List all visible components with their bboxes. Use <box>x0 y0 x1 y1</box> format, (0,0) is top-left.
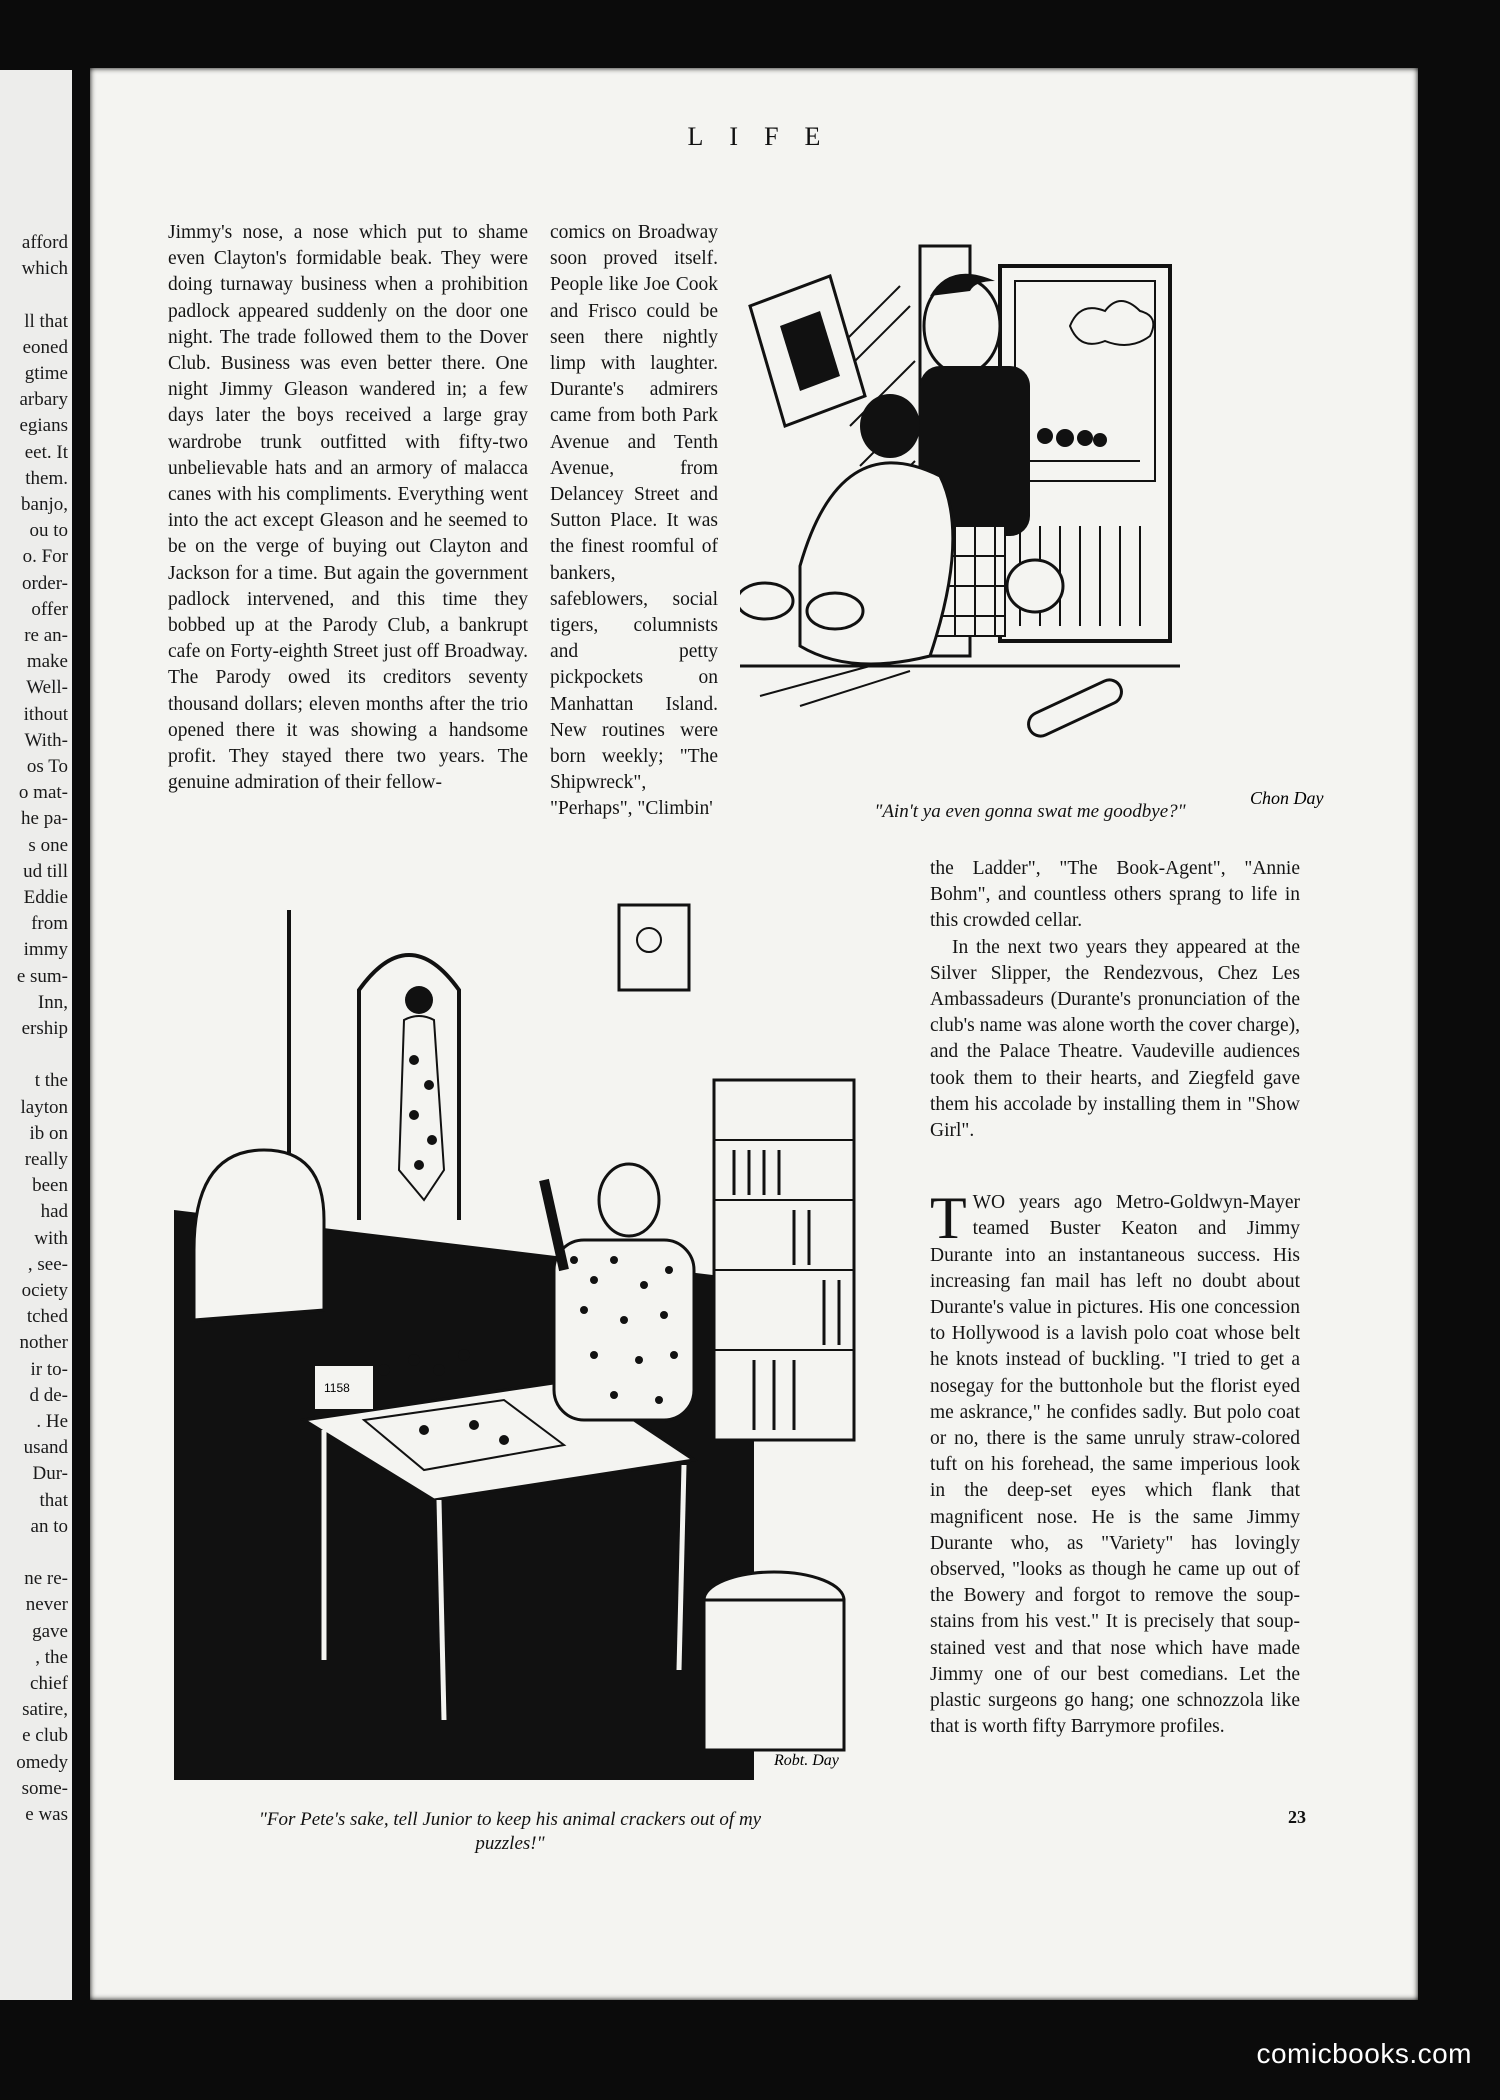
left-page-fragment: ou to <box>29 520 68 542</box>
article-column-1 <box>168 220 528 796</box>
left-page-fragment: , the <box>35 1646 68 1668</box>
left-page-fragment: gave <box>32 1620 68 1642</box>
left-page-fragment: d de- <box>29 1384 68 1406</box>
cartoon-2-caption: "For Pete's sake, tell Junior to keep his animal crackers out of my puzzles!" <box>258 1809 762 1854</box>
column-2-text: comics on Broadway soon proved itself. People like Joe Cook and Frisco could be seen there nightly limp with laughter. Durante's admirers came from both Park Avenue and Tenth Avenue, from Delancey Street and Sutton Place. It was the finest roomful of bankers, safeblowers, social tigers, columnists and petty pickpockets on Manhattan Island. New routines were born weekly; "The Shipwreck", "Perhaps", "Climbin' <box>550 222 718 820</box>
column-1-text: Jimmy's nose, a nose which put to shame even Clayton's formidable beak. They were doing turnaway business when a prohibition padlock appeared suddenly on the door one night. The trade followed them to the Dover Club. Business was even better there. One night Jimmy Gleason wandered in; a few days later the boys received a large gray wardrobe trunk outfitted with fifty-two unbelievable hats and an armory of malacca canes with his compliments. Everything went into the act except Gleason and he seemed to be on the verge of buying out Clayton and Jackson for a time. But again the government padlock intervened, and this time they bobbed up at the Parody Club, a bankrupt cafe on Forty-eighth Street just off Broadway. The Parody owed its creditors seventy thousand dollars; eleven months after the trio opened there it was showing a handsome profit. They stayed there two years. The genuine admiration of their fellow- <box>168 222 528 794</box>
left-page-fragment: chief <box>30 1673 68 1694</box>
left-page-fragment: ud till <box>23 860 68 882</box>
cartoon-puzzle-crackers <box>174 900 884 1780</box>
masthead: LIFE <box>687 122 847 151</box>
left-page-fragment: tched <box>26 1306 68 1328</box>
left-page-fragment: omedy <box>16 1751 68 1773</box>
left-page-fragment: Eddie <box>23 887 68 908</box>
left-page-fragment: that <box>39 1489 68 1511</box>
adjacent-page-edge <box>0 70 72 2000</box>
left-page-fragment: ership <box>21 1018 68 1039</box>
article-column-2 <box>550 220 718 823</box>
column-3-paragraph-3 <box>930 1185 1300 1740</box>
left-page-fragment: he pa- <box>21 808 68 830</box>
cartoon-1-signature: Chon Day <box>1250 788 1324 808</box>
left-page-fragment: Well- <box>26 677 68 699</box>
puzzle-box-label: 1158 <box>324 1381 350 1395</box>
left-page-fragment: some- <box>21 1777 68 1799</box>
left-page-fragment: Dur- <box>32 1463 68 1485</box>
left-page-fragment: arbary <box>19 389 68 411</box>
left-page-fragment: immy <box>23 939 68 961</box>
left-page-fragment: o. For <box>22 546 68 568</box>
left-page-fragment: e club <box>22 1725 68 1747</box>
left-page-fragment: which <box>21 258 68 280</box>
cartoon-2-signature: Robt. Day <box>774 1752 839 1769</box>
cartoon-doorway-goodbye <box>740 226 1330 866</box>
column-3-paragraph-3-text: WO years ago Metro-Goldwyn-Mayer teamed Buster Keaton and Jimmy Durante into an instantaneous success. His increasing fan mail has left no doubt about Durante's value in pictures. His one concession to Hollywood is a lavish polo coat whose belt he knots instead of buckling. "I tried to get a nosegay for the buttonhole but the florist eyed me askrance," he confides sadly. But polo coat or no, there is the same unruly straw-colored tuft on his forehead, the same imperious look in the deep-set eyes which flank that magnificent nose. He is the same Jimmy Durante who, as "Variety" has lovingly observed, "looks as though he came up out of the Bowery and forgot to remove the soup-stains from his vest." It is precisely that soup-stained vest and that nose which have made Jimmy one of our best comedians. Let the plastic surgeons go hang; one schnozzola like that is worth fifty Barrymore profiles. <box>930 1192 1300 1738</box>
left-page-fragment: make <box>26 651 68 673</box>
left-page-fragment: them. <box>25 467 68 489</box>
left-page-fragment: really <box>24 1149 68 1170</box>
left-page-fragment: nother <box>19 1332 68 1354</box>
left-page-fragment: been <box>32 1175 68 1197</box>
left-page-fragment: eet. It <box>24 441 68 463</box>
left-page-fragment: ib on <box>29 1122 68 1144</box>
column-3-paragraph-2: In the next two years they appeared at the Silver Slipper, the Rendezvous, Chez Les Ambassadeurs (Durante's pronunciation of the club's name was alone worth the cover charge), and the Palace Theatre. Vaudeville audiences took them to their hearts, and Ziegfeld gave them his accolade by installing them in "Show Girl". <box>930 936 1300 1142</box>
left-page-fragment: o mat- <box>18 782 68 804</box>
left-page-fragment: . He <box>36 1411 68 1432</box>
left-page-fragment: ociety <box>21 1280 68 1301</box>
left-page-fragment: egians <box>19 415 68 437</box>
left-page-fragment: os To <box>26 756 68 777</box>
site-watermark: comicbooks.com <box>1256 2038 1472 2069</box>
left-page-fragment: eoned <box>22 336 68 358</box>
left-page-fragment: usand <box>23 1437 68 1459</box>
left-page-fragment: from <box>31 913 68 935</box>
left-page-fragment: ll that <box>24 310 68 332</box>
cartoon-1-caption: "Ain't ya even gonna swat me goodbye?" <box>874 801 1186 822</box>
left-page-fragment: gtime <box>24 363 68 384</box>
left-page-fragment: never <box>25 1594 68 1616</box>
page-number: 23 <box>1288 1807 1306 1827</box>
left-page-fragment: t the <box>34 1070 68 1092</box>
left-page-fragment: With- <box>24 729 68 751</box>
left-page-fragment: offer <box>31 598 68 620</box>
left-page-fragment: had <box>40 1201 68 1223</box>
left-page-fragment: Inn, <box>37 991 68 1013</box>
left-page-fragment: layton <box>20 1096 68 1118</box>
article-column-3 <box>930 856 1300 1741</box>
drop-cap: T <box>930 1185 967 1252</box>
left-page-fragment: , see- <box>27 1253 68 1275</box>
left-page-fragment: an to <box>30 1515 68 1537</box>
magazine-page <box>90 68 1418 2000</box>
left-page-fragment: banjo, <box>21 494 68 515</box>
left-page-fragment: ne re- <box>24 1568 68 1590</box>
left-page-fragment: e was <box>25 1804 68 1825</box>
left-page-fragment: re an- <box>24 625 68 646</box>
left-page-fragment: e sum- <box>16 965 68 987</box>
left-page-fragment: satire, <box>22 1699 68 1721</box>
column-3-paragraph-1: the Ladder", "The Book-Agent", "Annie Bohm", and countless others sprang to life in this crowded cellar. <box>930 858 1300 932</box>
left-page-fragment: s one <box>28 834 68 856</box>
left-page-fragment: afford <box>21 232 68 253</box>
left-page-fragment: ir to- <box>30 1358 68 1380</box>
left-page-fragment: order- <box>21 572 68 594</box>
left-page-fragment: ithout <box>23 703 68 725</box>
left-page-fragment: with <box>34 1227 68 1249</box>
